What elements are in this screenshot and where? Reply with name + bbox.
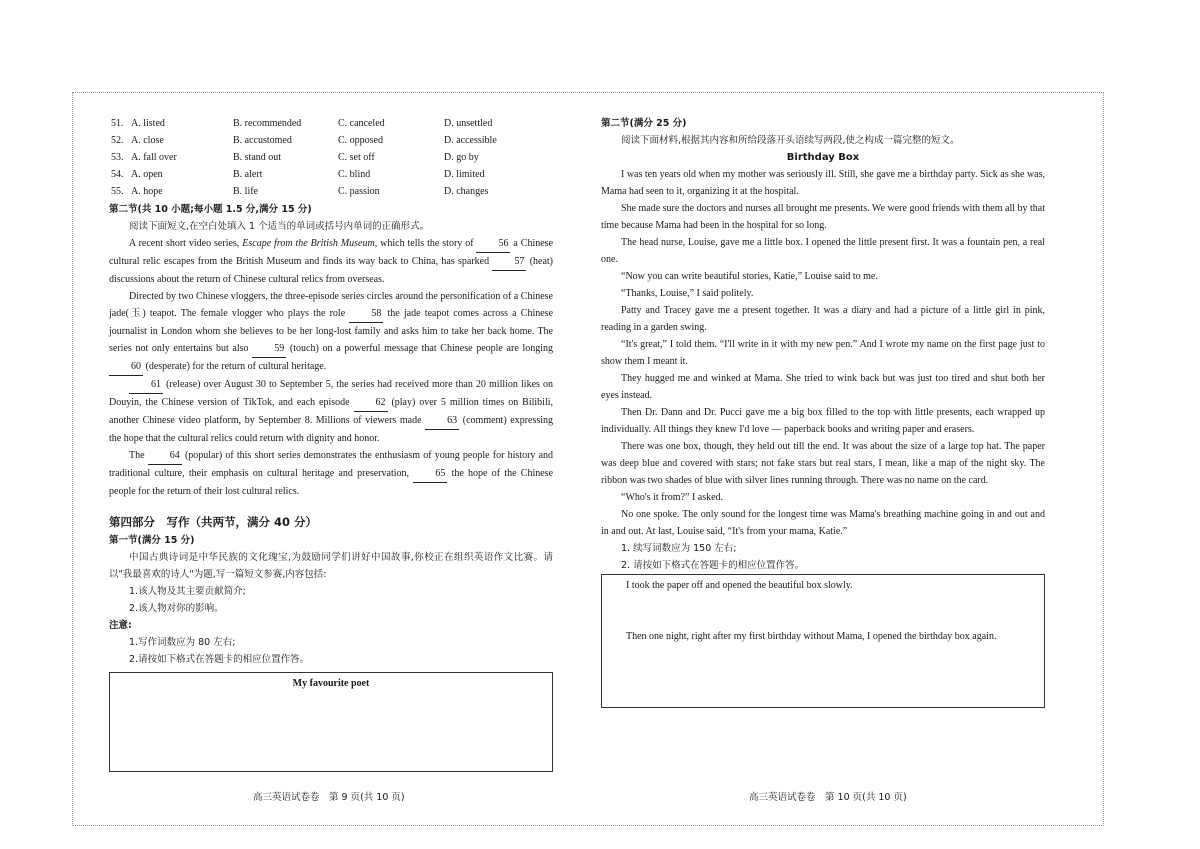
right-heading: 第二节(满分 25 分)	[601, 118, 687, 129]
passage-text: (comment) expressing the hope that the cultural relics could return with dignity and honor.	[109, 415, 554, 444]
page-10	[601, 115, 1045, 825]
passage-text: (heat) discussions about the return of Chinese cultural relics from overseas.	[109, 256, 554, 285]
option-d: D. unsettled	[444, 118, 493, 129]
option-c: C. blind	[338, 169, 371, 180]
part4-title: 第四部分 写作（共两节，满分 40 分）	[109, 515, 318, 529]
blank-62: 62	[354, 394, 388, 412]
story-paragraph: I was ten years old when my mother was seriously ill. Still, she gave me a birthday party. Sick as she was, Mama had seen to it, organizing it at the hospital.	[601, 169, 1045, 197]
option-c: C. passion	[338, 186, 380, 197]
footer-page-10: 高三英语试卷卷 第 10 页(共 10 页)	[749, 792, 907, 803]
passage-text: (popular) of this short series demonstrates the enthusiasm of young people for history and traditional culture, their emphasis on cultural heritage and preservation,	[109, 450, 554, 479]
blank-61: 61	[129, 376, 163, 394]
story-paragraph: They hugged me and winked at Mama. She tried to wink back but was just too tired and shut both her eyes instead.	[601, 373, 1045, 401]
blank-63: 63	[425, 412, 459, 430]
option-d: D. accessible	[444, 135, 497, 146]
blank-59: 59	[252, 340, 286, 358]
section1-item-2: 2.该人物对你的影响。	[129, 603, 224, 614]
option-a: A. close	[131, 135, 164, 146]
page-9	[109, 115, 553, 825]
option-list	[109, 115, 553, 200]
option-c: C. canceled	[338, 118, 385, 129]
passage-paragraph-4	[109, 447, 553, 500]
passage-text: (play) over 5 million times on Bilibili, another Chinese video platform, by September 8. Millions of viewers made	[109, 397, 553, 426]
section1-instruction: 中国古典诗词是中华民族的文化瑰宝,为鼓励同学们讲好中国故事,你校正在组织英语作文比赛。请以"我最喜欢的诗人"为题,写一篇短文参赛,内容包括:	[109, 552, 553, 580]
option-d: D. changes	[444, 186, 489, 197]
writing-box-poet[interactable]	[109, 672, 553, 772]
option-c: C. set off	[338, 152, 375, 163]
passage-text: , which tells the story of	[374, 238, 474, 249]
section2-heading: 第二节(共 10 小题;每小题 1.5 分,满分 15 分)	[109, 204, 312, 215]
right-note-1: 1. 续写词数应为 150 左右;	[621, 543, 737, 554]
option-row	[111, 115, 553, 132]
question-number: 52.	[111, 135, 124, 146]
video-series-title: Escape from the British Museum	[242, 238, 375, 249]
section2-instruction: 阅读下面短文,在空白处填入 1 个适当的单词或括号内单词的正确形式。	[129, 221, 430, 232]
passage-text: (release) over August 30 to September 5, the series had received more than 20 million likes on Douyin, the Chinese version of TikTok, and each episode	[109, 379, 553, 408]
box-opening-line-1: I took the paper off and opened the beautiful box slowly.	[626, 580, 853, 591]
question-number: 53.	[111, 152, 124, 163]
section1-item-1: 1.该人物及其主要贡献简介;	[129, 586, 246, 597]
passage-text: Directed by two Chinese vloggers, the three-episode series circles around the personification of a Chinese jade(玉) teapot. The female vlogger who plays the role	[109, 291, 553, 319]
option-row	[111, 166, 553, 183]
right-note-2: 2. 请按如下格式在答题卡的相应位置作答。	[621, 560, 805, 571]
section1-heading: 第一节(满分 15 分)	[109, 535, 195, 546]
story-paragraph: She made sure the doctors and nurses all brought me presents. We were good friends with them all by that time because Mama had been in the hospital for so long.	[601, 203, 1045, 231]
passage-paragraph-1	[109, 235, 553, 288]
option-c: C. opposed	[338, 135, 383, 146]
option-d: D. go by	[444, 152, 479, 163]
blank-56: 56	[476, 235, 510, 253]
story-title: Birthday Box	[786, 152, 860, 163]
option-row	[111, 183, 553, 200]
blank-58: 58	[349, 305, 383, 323]
exam-sheet	[72, 92, 1104, 826]
question-number: 51.	[111, 118, 124, 129]
passage-paragraph-3	[109, 376, 553, 447]
story-paragraph: The head nurse, Louise, gave me a little box. I opened the little present first. It was a fountain pen, a real one.	[601, 237, 1045, 265]
note-2: 2.请按如下格式在答题卡的相应位置作答。	[129, 654, 310, 665]
writing-box-continuation[interactable]	[601, 574, 1045, 708]
box-opening-line-2: Then one night, right after my first birthday without Mama, I opened the birthday box again.	[626, 631, 997, 642]
blank-64: 64	[148, 447, 182, 465]
story-body	[601, 166, 1045, 540]
option-d: D. limited	[444, 169, 485, 180]
story-paragraph: Patty and Tracey gave me a present together. It was a diary and had a picture of a little girl in pink, reading in a garden swing.	[601, 305, 1045, 333]
question-number: 55.	[111, 186, 124, 197]
option-a: A. fall over	[131, 152, 177, 163]
option-a: A. listed	[131, 118, 165, 129]
passage-text: the jade teapot comes across a Chinese journalist in London whom she believes to be her long-lost family and asks him to take her back home. The series not only entertains but also	[109, 308, 554, 354]
option-row	[111, 149, 553, 166]
option-row	[111, 132, 553, 149]
passage-text: A recent short video series,	[129, 238, 240, 249]
option-b: B. stand out	[233, 152, 282, 163]
passage-text: a Chinese cultural relic escapes from the British Museum and finds its way back to China, has sparked	[109, 238, 554, 267]
story-paragraph: “Who's it from?” I asked.	[621, 492, 724, 503]
passage-text: (touch) on a powerful message that Chinese people are longing	[289, 343, 554, 354]
story-paragraph: “It's great,” I told them. “I'll write in it with my new pen.” And I wrote my name on the first page just to show them I meant it.	[601, 339, 1045, 367]
passage-text: The	[129, 450, 145, 461]
passage-paragraph-2	[109, 288, 553, 376]
note-label: 注意:	[109, 620, 132, 631]
question-number: 54.	[111, 169, 124, 180]
right-instruction: 阅读下面材料,根据其内容和所给段落开头语续写两段,使之构成一篇完整的短文。	[621, 135, 960, 146]
option-b: B. life	[233, 186, 258, 197]
passage-text: the hope of the Chinese people for the return of their lost cultural relics.	[109, 468, 554, 497]
blank-65: 65	[413, 465, 447, 483]
option-a: A. hope	[131, 186, 163, 197]
story-paragraph: No one spoke. The only sound for the longest time was Mama's breathing machine going in and out and in and out. At last, Louise said, “It's from your mama, Katie.”	[601, 509, 1045, 537]
footer-page-9: 高三英语试卷卷 第 9 页(共 10 页)	[253, 792, 405, 803]
option-a: A. open	[131, 169, 163, 180]
story-paragraph: “Thanks, Louise,” I said politely.	[621, 288, 754, 299]
option-b: B. recommended	[233, 118, 302, 129]
passage-text: (desperate) for the return of cultural heritage.	[145, 361, 327, 372]
story-paragraph: “Now you can write beautiful stories, Katie,” Louise said to me.	[621, 271, 878, 282]
note-1: 1.写作词数应为 80 左右;	[129, 637, 236, 648]
writing-box-title: My favourite poet	[292, 678, 370, 689]
story-paragraph: Then Dr. Dann and Dr. Pucci gave me a big box filled to the top with little presents, each wrapped up individually. All things they knew I'd love — paperback books and writing paper and erasers.	[601, 407, 1045, 435]
blank-60: 60	[109, 358, 143, 376]
option-b: B. accustomed	[233, 135, 292, 146]
story-paragraph: There was one box, though, they held out till the end. It was about the size of a large top hat. The paper was deep blue and covered with stars; not fake stars but real stars, I mean, like a map of the night sky. The ribbon was two shades of blue with silver lines running through. There was no name on the card.	[601, 441, 1045, 486]
option-b: B. alert	[233, 169, 263, 180]
blank-57: 57	[492, 253, 526, 271]
